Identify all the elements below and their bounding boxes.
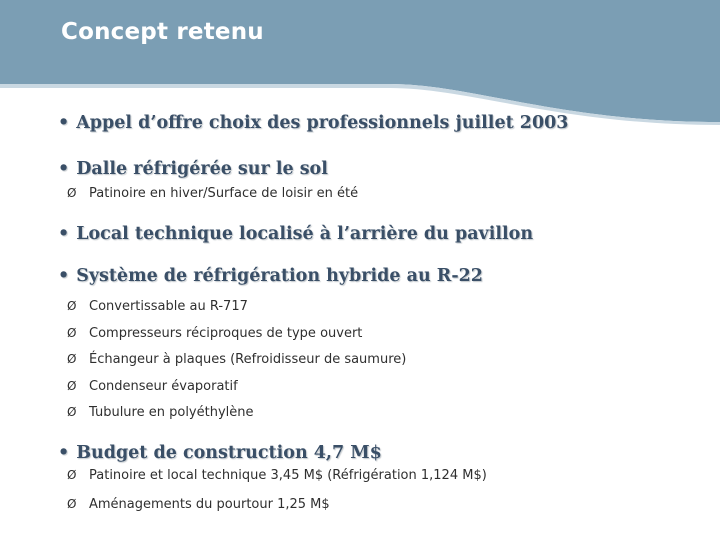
arrow-bullet-icon: Ø bbox=[67, 497, 77, 511]
arrow-bullet-icon: Ø bbox=[67, 186, 77, 200]
bullet-budget bbox=[58, 443, 382, 463]
arrow-bullet-icon: Ø bbox=[67, 299, 77, 313]
sub-item: Ø Patinoire et local technique 3,45 M$ (Réfrigération 1,124 M$) bbox=[67, 468, 487, 483]
arrow-bullet-icon: Ø bbox=[67, 352, 77, 366]
sub-item: Ø Aménagements du pourtour 1,25 M$ bbox=[67, 497, 330, 512]
bullet-appel-offre bbox=[58, 113, 568, 133]
bullet-text: Budget de construction 4,7 M$ bbox=[76, 443, 382, 463]
bullet-systeme bbox=[58, 266, 483, 286]
bullet-text: Appel d’offre choix des professionnels juillet 2003 bbox=[76, 113, 569, 133]
bullet-dot-icon: • bbox=[58, 113, 70, 133]
sub-item: Ø Échangeur à plaques (Refroidisseur de saumure) bbox=[67, 352, 407, 367]
sub-item: Ø Condenseur évaporatif bbox=[67, 379, 238, 394]
bullet-local-technique bbox=[58, 224, 533, 244]
bullet-dot-icon: • bbox=[58, 443, 70, 463]
bullet-text: Local technique localisé à l’arrière du pavillon bbox=[76, 224, 534, 244]
sub-item: Ø Tubulure en polyéthylène bbox=[67, 405, 254, 420]
bullet-dalle bbox=[58, 159, 328, 179]
arrow-bullet-icon: Ø bbox=[67, 379, 77, 393]
bullet-dot-icon: • bbox=[58, 266, 70, 286]
bullet-dot-icon: • bbox=[58, 159, 70, 179]
arrow-bullet-icon: Ø bbox=[67, 405, 77, 419]
arrow-bullet-icon: Ø bbox=[67, 326, 77, 340]
header-band bbox=[0, 0, 720, 125]
sub-item: Ø Convertissable au R-717 bbox=[67, 299, 248, 314]
bullet-text: Dalle réfrigérée sur le sol bbox=[76, 159, 328, 179]
bullet-text: Système de réfrigération hybride au R-22 bbox=[76, 266, 483, 286]
arrow-bullet-icon: Ø bbox=[67, 468, 77, 482]
bullet-dot-icon: • bbox=[58, 224, 70, 244]
page-title: Concept retenu bbox=[61, 19, 264, 45]
sub-item: Ø Compresseurs réciproques de type ouvert bbox=[67, 326, 363, 341]
sub-item: Ø Patinoire en hiver/Surface de loisir en été bbox=[67, 186, 359, 201]
